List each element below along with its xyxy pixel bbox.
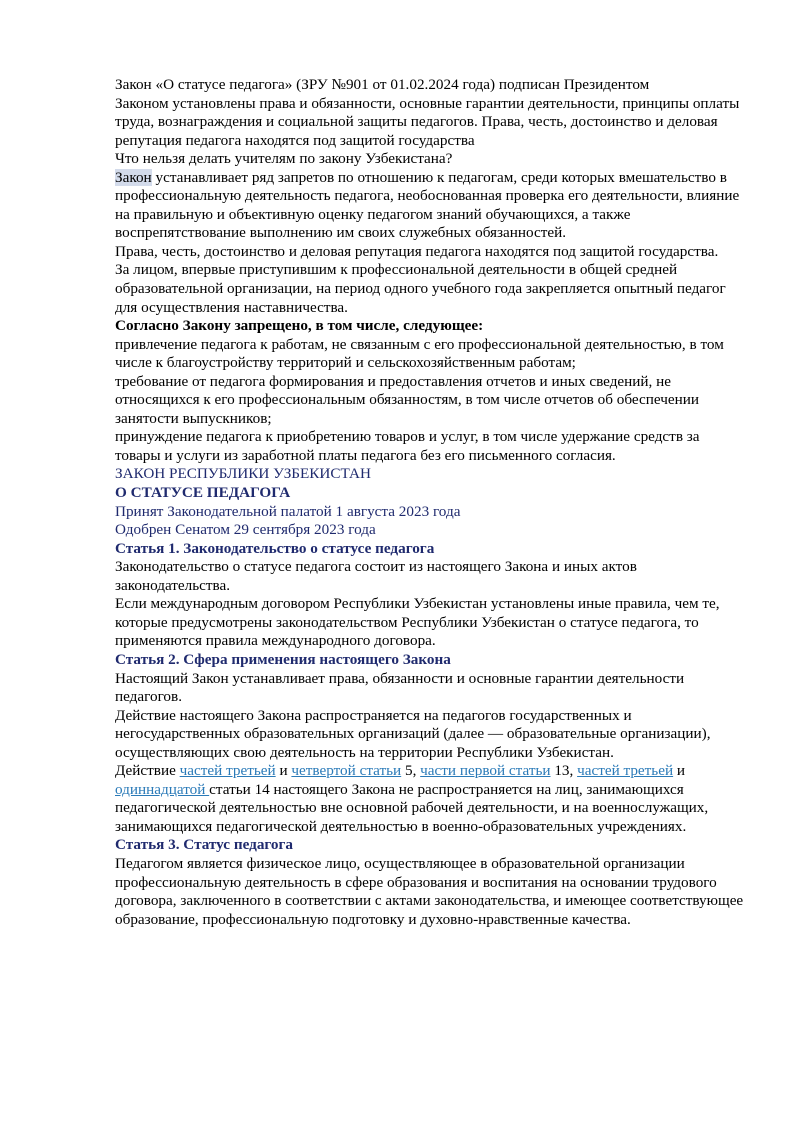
intro-paragraph: Законом установлены права и обязанности, основные гарантии деятельности, принципы оплаты труда, вознаграждения и социальной защиты педагогов. Права, честь, достоинство и деловая репутация педагога находятся под защитой государства xyxy=(115,94,740,149)
intro-protection: Права, честь, достоинство и деловая репутация педагога находятся под защитой государства. xyxy=(115,242,719,260)
intro-line: Закон «О статусе педагога» (ЗРУ №901 от 01.02.2024 года) подписан Президентом xyxy=(115,76,650,93)
prohibited-item: требование от педагога формирования и предоставления отчетов и иных сведений, не относящихся к его профессиональным обязанностям, в том числе отчетов об обеспечении занятости выпускников; xyxy=(115,372,700,427)
link-eleventh[interactable]: одиннадцатой xyxy=(115,780,210,798)
article-3-title: Статья 3. Статус педагога xyxy=(115,836,294,854)
prohibited-item: привлечение педагога к работам, не связанным с его профессиональной деятельностью, в том числе к благоустройству территорий и сельскохозяйственным работам; xyxy=(115,335,724,372)
prohibited-heading: Согласно Закону запрещено, в том числе, следующее: xyxy=(115,317,484,335)
text-segment: 13, xyxy=(550,762,578,780)
article-1-paragraph: Если международным договором Республики Узбекистан установлены иные правила, чем те, которые предусмотрены законодательством Республики Узбекистан о статусе педагога, то применяются правила международного договора. xyxy=(115,595,720,650)
law-adopted: Принят Законодательной палатой 1 августа 2023 года xyxy=(115,502,461,520)
text-segment: Действие xyxy=(115,762,180,780)
text-segment: 5, xyxy=(401,762,421,780)
link-fourth-article[interactable]: четвертой статьи xyxy=(291,762,402,780)
law-header: ЗАКОН РЕСПУБЛИКИ УЗБЕКИСТАН xyxy=(115,465,371,483)
law-approved: Одобрен Сенатом 29 сентября 2023 года xyxy=(115,521,376,539)
article-3-paragraph: Педагогом является физическое лицо, осуществляющее в образовательной организации профессиональную деятельность в сфере образования и воспитания на основании трудового договора, заключенного в соответствии с актами законодательства, и имеющее соответствующее образование, профессиональную подготовку и духовно-нравственные качества. xyxy=(115,854,744,928)
law-title: О СТАТУСЕ ПЕДАГОГА xyxy=(115,484,291,502)
article-2-paragraph: Действие настоящего Закона распространяется на педагогов государственных и негосударственных образовательных организаций (далее — образовательные организации), осуществляющих свою деятельность на территории Республики Узбекистан. xyxy=(115,706,711,761)
highlighted-word: Закон xyxy=(115,168,152,186)
link-parts-third[interactable]: частей третьей xyxy=(179,762,276,780)
intro-mentorship: За лицом, впервые приступившим к профессиональной деятельности в общей средней образовательной организации, на период одного учебного года закрепляется опытный педагог для осуществления наставничества. xyxy=(115,261,726,316)
intro-question: Что нельзя делать учителям по закону Узбекистана? xyxy=(115,150,453,168)
intro-prohibitions xyxy=(115,169,745,243)
prohibited-item: принуждение педагога к приобретению товаров и услуг, в том числе удержание средств за товары и услуги из заработной платы педагога без его письменного согласия. xyxy=(115,428,700,464)
article-1-paragraph: Законодательство о статусе педагога состоит из настоящего Закона и иных актов законодательства. xyxy=(115,558,637,594)
intro-prohibitions-text: устанавливает ряд запретов по отношению к педагогам, среди которых вмешательство в профессиональную деятельность педагога, необоснованная проверка его деятельности, влияние на правильную и объективную оценку педагогом знаний обучающихся, а также воспрепятствование выполнению им своих служебных обязанностей. xyxy=(115,168,740,242)
article-2-paragraph: Настоящий Закон устанавливает права, обязанности и основные гарантии деятельности педагогов. xyxy=(115,669,685,706)
article-1-title: Статья 1. Законодательство о статусе педагога xyxy=(115,539,435,557)
text-segment: статьи 14 настоящего Закона не распространяется на лиц, занимающихся педагогической деятельностью вне основной рабочей деятельности, и на военнослужащих, занимающихся педагогической деятельностью в военно-образовательных учреждениях. xyxy=(115,780,709,835)
document-page xyxy=(115,76,745,929)
article-2-title: Статья 2. Сфера применения настоящего Закона xyxy=(115,650,451,668)
article-2-paragraph-links xyxy=(115,762,745,836)
link-part-first-article[interactable]: части первой статьи xyxy=(420,762,551,780)
text-segment: и xyxy=(673,762,686,780)
text-segment: и xyxy=(275,762,292,780)
link-parts-third-2[interactable]: частей третьей xyxy=(577,762,674,780)
